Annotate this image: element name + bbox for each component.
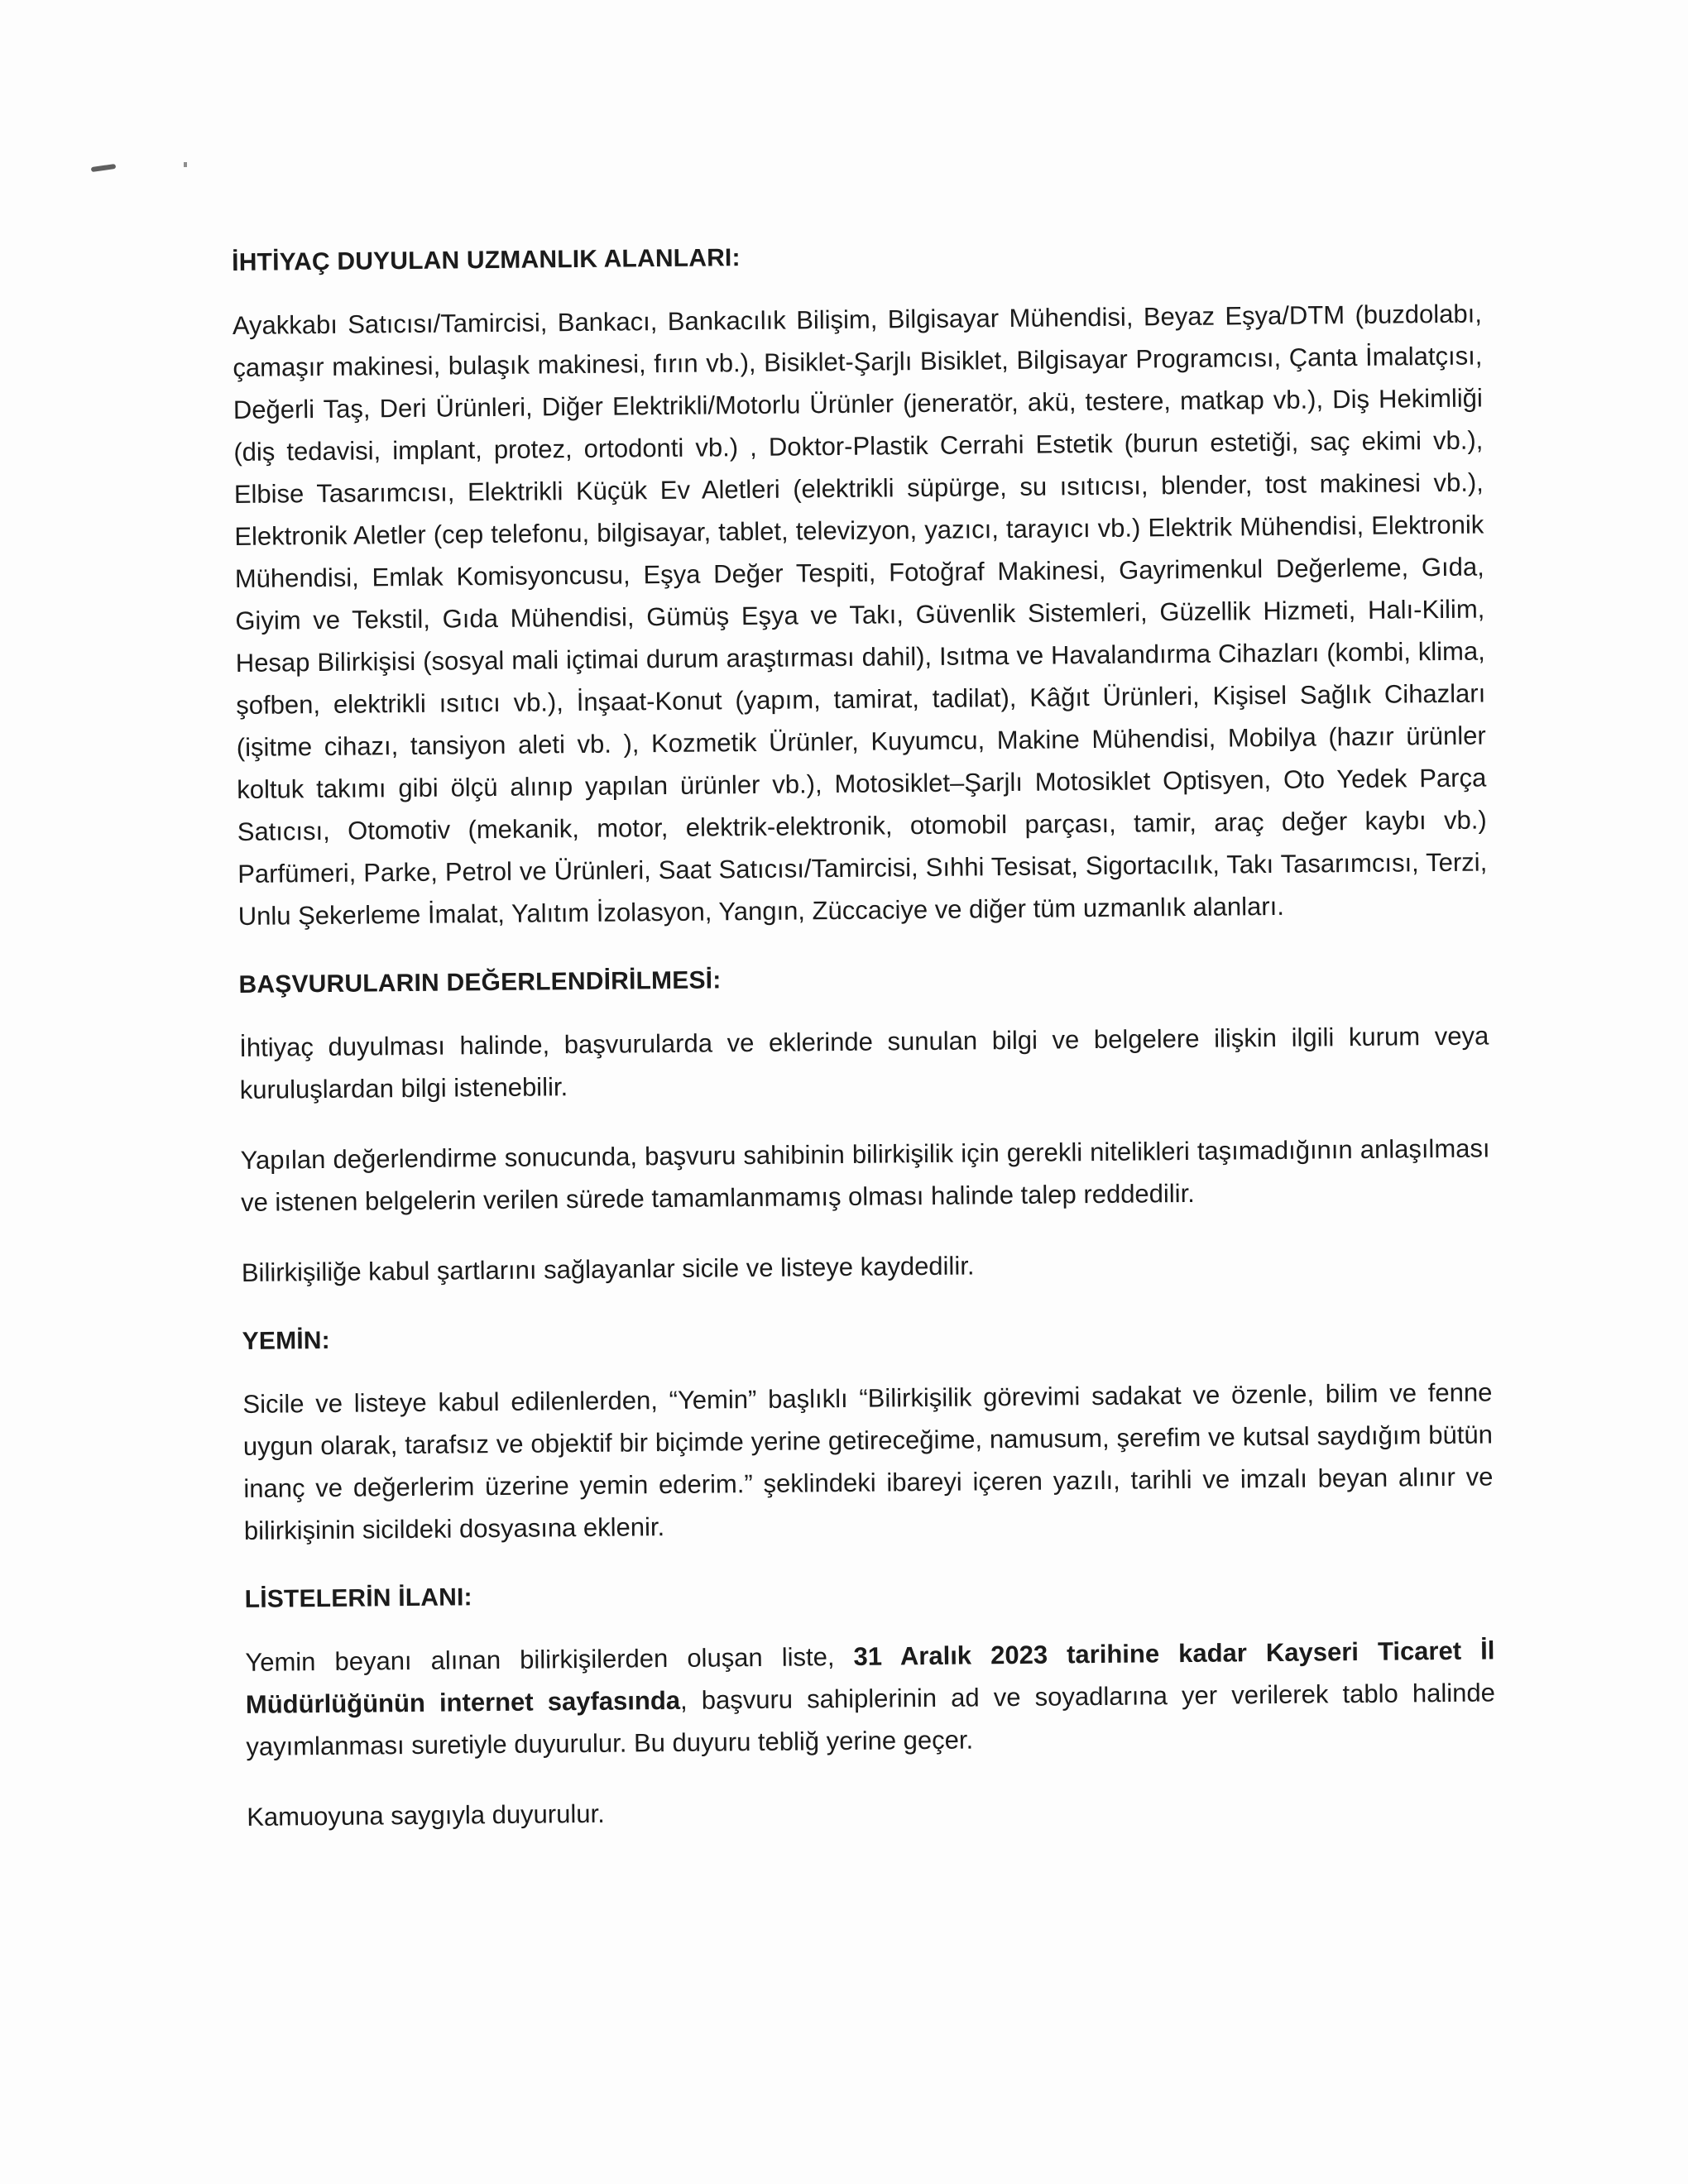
document-body — [232, 235, 1496, 1838]
section-heading-oath: YEMİN: — [242, 1326, 331, 1355]
listing-text-after: , başvuru sahiplerinin ad ve soyadlarına yer verilerek tablo halinde yayımlanması suretiyle duyurulur. Bu duyuru tebliğ yerine geçer. — [246, 1678, 1496, 1761]
section-heading-listing: LİSTELERİN İLANI: — [244, 1583, 472, 1613]
expertise-list-paragraph: Ayakkabı Satıcısı/Tamircisi, Bankacı, Bankacılık Bilişim, Bilgisayar Mühendisi, Beyaz Eşya/DTM (buzdolabı, çamaşır makinesi, bulaşık makinesi, fırın vb.), Bisiklet-Şarjlı Bisiklet, Bilgisayar Programcısı, Çanta İmalatçısı, Değerli Taş, Deri Ürünleri, Diğer Elektrikli/Motorlu Ürünler (jeneratör, akü, testere, matkap vb.), Diş Hekimliği (diş tedavisi, implant, protez, ortodonti vb.) , Doktor-Plastik Cerrahi Estetik (burun estetiği, saç ekimi vb.), Elbise Tasarımcısı, Elektrikli Küçük Ev Aletleri (elektrikli süpürge, su ısıtıcısı, blender, tost makinesi vb.), Elektronik Aletler (cep telefonu, bilgisayar, tablet, televizyon, yazıcı, tarayıcı vb.) Elektrik Mühendisi, Elektronik Mühendisi, Emlak Komisyoncusu, Eşya Değer Tespiti, Fotoğraf Makinesi, Gayrimenkul Değerleme, Gıda, Giyim ve Tekstil, Gıda Mühendisi, Gümüş Eşya ve Takı, Güvenlik Sistemleri, Güzellik Hizmeti, Halı-Kilim, Hesap Bilirkişisi (sosyal mali içtimai durum araştırması dahil), Isıtma ve Havalandırma Cihazları (kombi, klima, şofben, elektrikli ısıtıcı vb.), İnşaat-Konut (yapım, tamirat, tadilat), Kâğıt Ürünleri, Kişisel Sağlık Cihazları (işitme cihazı, tansiyon aleti vb. ), Kozmetik Ürünler, Kuyumcu, Makine Mühendisi, Mobilya (hazır ürünler koltuk takımı gibi ölçü alınıp yapılan ürünler vb.), Motosiklet–Şarjlı Motosiklet Optisyen, Oto Yedek Parça Satıcısı, Otomotiv (mekanik, motor, elektrik-elektronik, otomobil parçası, tamir, araç değer kaybı vb.) Parfümeri, Parke, Petrol ve Ürünleri, Saat Satıcısı/Tamircisi, Sıhhi Tesisat, Sigortacılık, Takı Tasarımcısı, Terzi, Unlu Şekerleme İmalat, Yalıtım İzolasyon, Yangın, Züccaciye ve diğer tüm uzmanlık alanları. — [232, 299, 1488, 931]
listing-text-bold: 31 Aralık 2023 tarihine kadar Kayseri Ticaret İl Müdürlüğünün internet sayfasında — [245, 1636, 1495, 1719]
closing-line: Kamuoyuna saygıyla duyurulur. — [247, 1798, 605, 1832]
oath-paragraph: Sicile ve listeye kabul edilenlerden, “Yemin” başlıklı “Bilirkişilik görevimi sadakat ve özenle, bilim ve fenne uygun olarak, tarafsız ve objektif bir biçimde yerine getireceğime, namusum, şerefim ve kutsal saydığım bütün inanç ve değerlerim üzerine yemin ederim.” şeklindeki ibareyi içeren yazılı, tarihli ve imzalı beyan alınır ve bilirkişinin sicildeki dosyasına eklenir. — [242, 1377, 1494, 1545]
section-heading-expertise: İHTİYAÇ DUYULAN UZMANLIK ALANLARI: — [232, 244, 741, 276]
evaluation-paragraph-2: Yapılan değerlendirme sonucunda, başvuru sahibinin bilirkişilik için gerekli nitelikleri taşımadığının anlaşılması ve istenen belgelerin verilen sürede tamamlanmamış olması halinde talep reddedilir. — [240, 1133, 1490, 1217]
evaluation-paragraph-3: Bilirkişiliğe kabul şartlarını sağlayanlar sicile ve listeye kaydedilir. — [241, 1251, 975, 1287]
listing-text-before: Yemin beyanı alınan bilirkişilerden oluşan liste, — [245, 1641, 854, 1677]
evaluation-paragraph-1: İhtiyaç duyulması halinde, başvurularda ve eklerinde sunulan bilgi ve belgelere ilişkin ilgili kurum veya kuruluşlardan bilgi istenebilir. — [239, 1021, 1489, 1104]
scan-speck — [184, 162, 187, 167]
listing-paragraph — [245, 1629, 1495, 1767]
section-heading-evaluation: BAŞVURULARIN DEĞERLENDİRİLMESİ: — [238, 966, 722, 999]
scan-speck — [91, 164, 117, 172]
